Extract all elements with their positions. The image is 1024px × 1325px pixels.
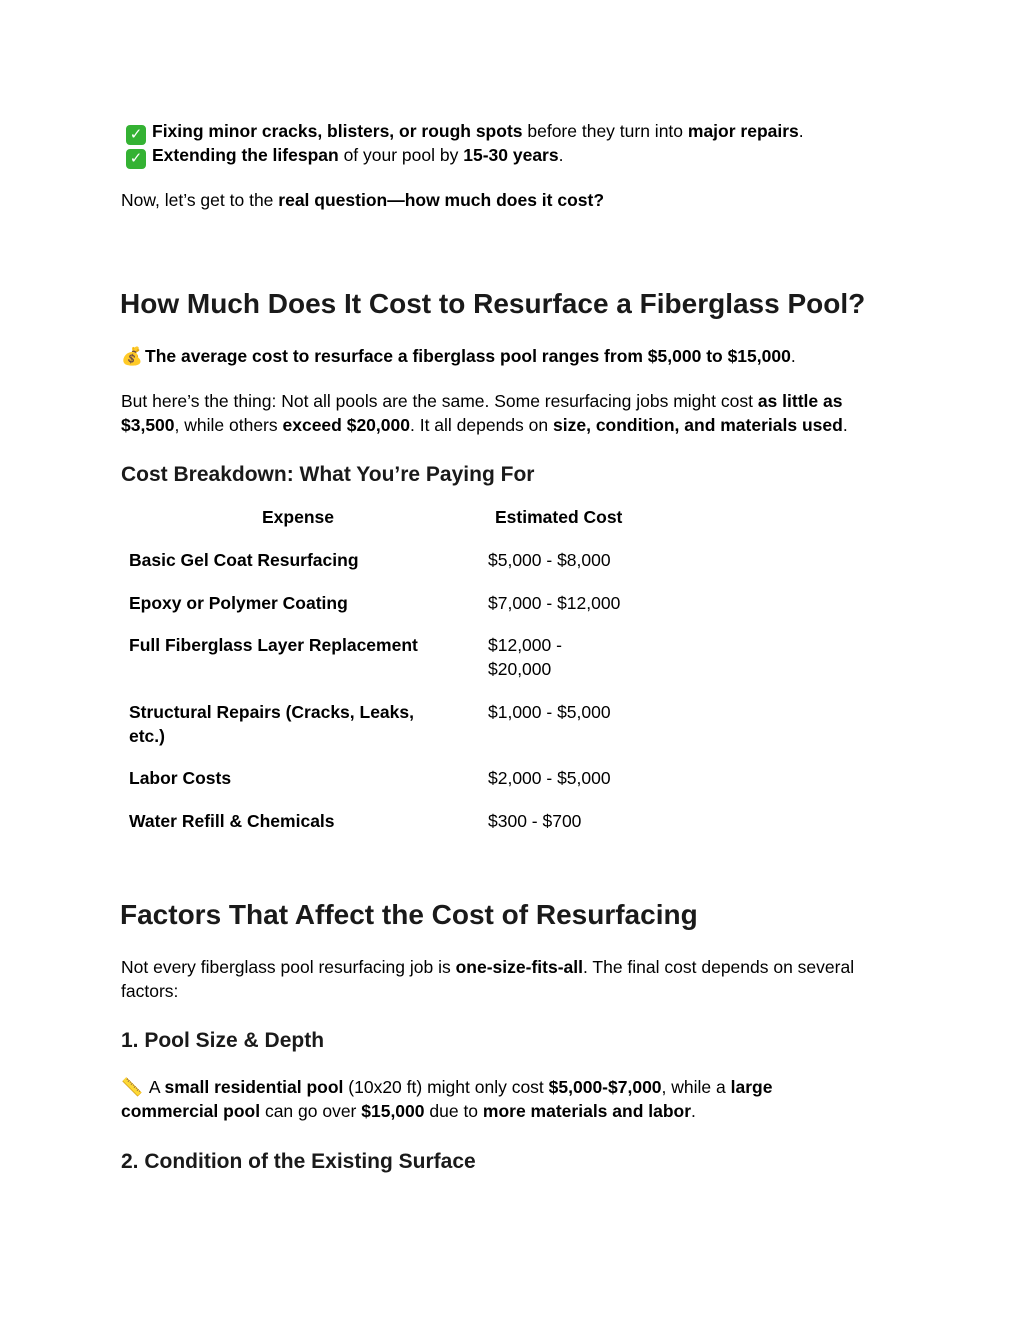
intro-paragraph: Now, let’s get to the real question—how much does it cost?	[121, 190, 605, 210]
cost-breakdown-heading: Cost Breakdown: What You’re Paying For	[121, 463, 535, 486]
table-header-expense: Expense	[262, 507, 334, 527]
section-heading-cost: How Much Does It Cost to Resurface a Fiberglass Pool?	[120, 288, 866, 319]
average-cost-line: 💰 The average cost to resurface a fiberglass pool ranges from $5,000 to $15,000.	[121, 346, 796, 367]
table-cell-expense: Labor Costs	[129, 768, 232, 788]
table-cell-expense: Water Refill & Chemicals	[129, 811, 335, 831]
money-bag-icon: 💰	[121, 347, 143, 367]
table-cell-cost: $7,000 - $12,000	[488, 593, 621, 613]
pool-size-line-1: 📏 A small residential pool (10x20 ft) might only cost $5,000-$7,000, while a large	[121, 1077, 773, 1098]
factors-paragraph-line-2: factors:	[121, 981, 179, 1001]
table-cell-cost: $1,000 - $5,000	[488, 702, 611, 722]
cost-paragraph-line-1: But here’s the thing: Not all pools are the same. Some resurfacing jobs might cost as little as	[121, 391, 843, 411]
table-cell-cost: $300 - $700	[488, 811, 582, 831]
benefit-line-2: ✓ Extending the lifespan of your pool by 15-30 years.	[126, 143, 563, 169]
benefit-line-1: ✓ Fixing minor cracks, blisters, or rough spots before they turn into major repairs.	[126, 119, 804, 145]
pool-size-line-2: commercial pool can go over $15,000 due to more materials and labor.	[121, 1101, 696, 1121]
table-header-cost: Estimated Cost	[495, 507, 623, 527]
check-mark-icon: ✓	[126, 125, 146, 145]
table-cell-cost: $5,000 - $8,000	[488, 550, 611, 570]
cost-paragraph-line-2: $3,500, while others exceed $20,000. It all depends on size, condition, and materials used.	[121, 415, 848, 435]
table-cell-cost: $2,000 - $5,000	[488, 768, 611, 788]
table-cell-cost: $12,000 - $20,000	[488, 635, 562, 679]
surface-condition-heading: 2. Condition of the Existing Surface	[121, 1150, 476, 1173]
section-heading-factors: Factors That Affect the Cost of Resurfacing	[120, 899, 698, 930]
pool-size-heading: 1. Pool Size & Depth	[121, 1029, 325, 1052]
check-mark-icon: ✓	[126, 149, 146, 169]
table-cell-expense: Epoxy or Polymer Coating	[129, 593, 348, 613]
table-cell-expense: Full Fiberglass Layer Replacement	[129, 635, 418, 655]
ruler-icon: 📏	[121, 1078, 143, 1098]
factors-paragraph-line-1: Not every fiberglass pool resurfacing job is one-size-fits-all. The final cost depends on several	[121, 957, 855, 977]
table-cell-expense: Basic Gel Coat Resurfacing	[129, 550, 359, 570]
table-cell-expense: Structural Repairs (Cracks, Leaks, etc.)	[129, 702, 414, 746]
